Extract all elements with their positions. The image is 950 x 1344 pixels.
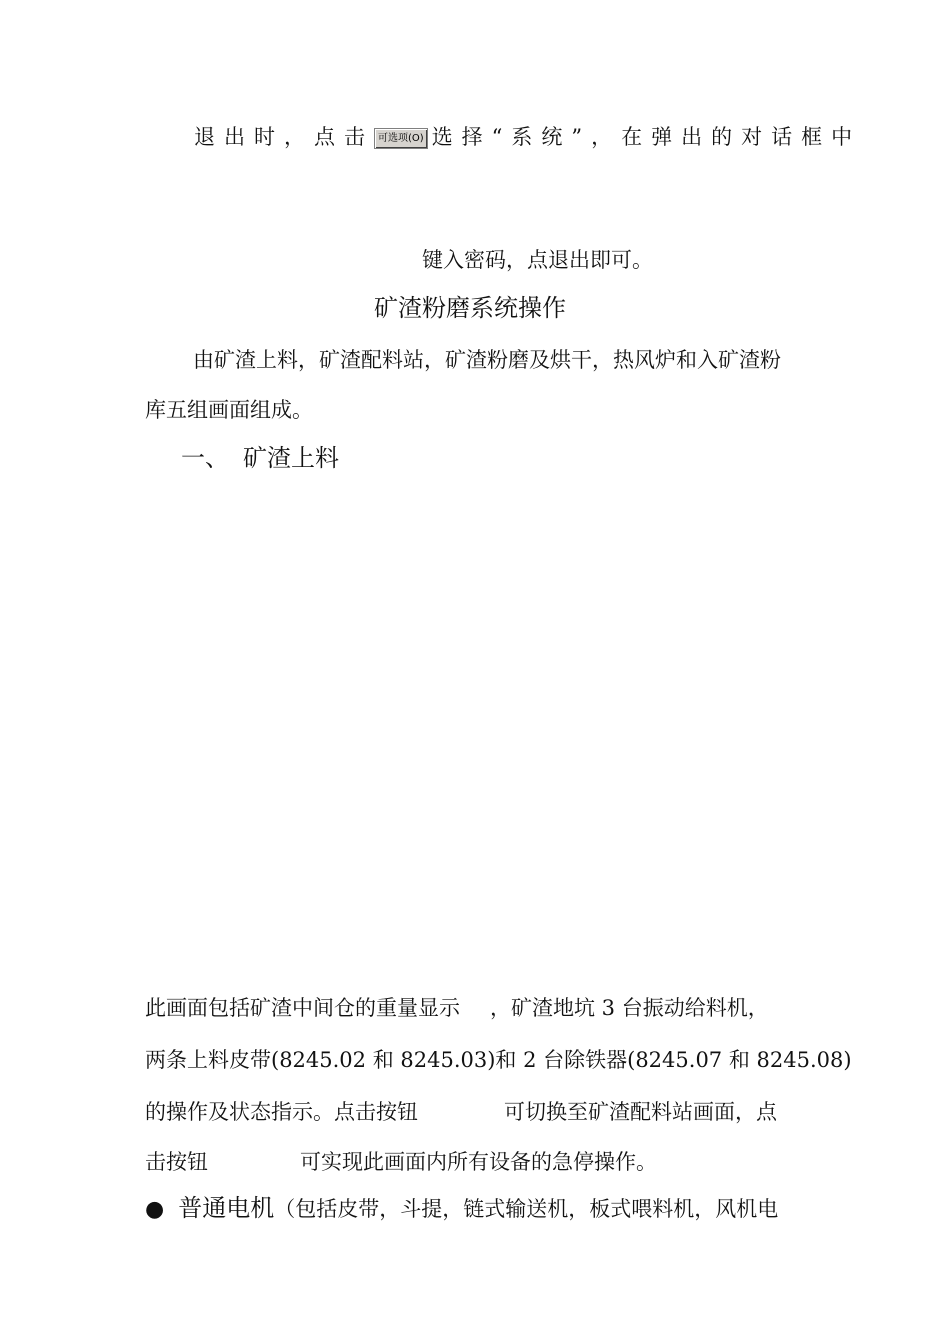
description-line-4: [145, 1147, 657, 1177]
description-line-3: [145, 1097, 777, 1127]
description-line-1: [145, 993, 769, 1023]
intro-line-2: 库五组画面组成。: [145, 398, 313, 422]
bullet-icon: ●: [145, 1197, 165, 1222]
description-line-4a: 击按钮: [145, 1150, 208, 1174]
description-line-1b: ，矿渣地坑 3 台振动给料机，: [490, 996, 769, 1020]
bullet-item: [145, 1193, 778, 1225]
figure-placeholder: [145, 490, 805, 990]
options-button[interactable]: 可选项(O): [374, 128, 428, 149]
description-line-3a: 的操作及状态指示。点击按钮: [145, 1100, 418, 1124]
description-line-1a: 此画面包括矿渣中间仓的重量显示: [145, 996, 460, 1020]
section-heading: [181, 443, 339, 473]
section-number: 一、: [181, 444, 229, 472]
page-title: 矿渣粉磨系统操作: [374, 294, 566, 322]
description-line-2: 两条上料皮带(8245.02 和 8245.03)和 2 台除铁器(8245.07 和 8245.08): [145, 1048, 852, 1072]
exit-instruction-line-1: [194, 122, 861, 152]
section-title: 矿渣上料: [243, 444, 339, 472]
bullet-text: （包括皮带，斗提，链式输送机，板式喂料机，风机电: [274, 1197, 779, 1221]
exit-text-part-2: 选择“系统”，在弹出的对话框中: [431, 125, 862, 149]
intro-line-1: 由矿渣上料，矿渣配料站，矿渣粉磨及烘干，热风炉和入矿渣粉: [193, 348, 781, 372]
exit-text-part-1: 退出时，点击: [194, 125, 374, 149]
exit-instruction-line-2: 键入密码，点退出即可。: [422, 248, 653, 272]
description-line-3b: 可切换至矿渣配料站画面，点: [504, 1100, 777, 1124]
bullet-term: 普通电机: [178, 1194, 275, 1222]
description-line-4b: 可实现此画面内所有设备的急停操作。: [300, 1150, 657, 1174]
